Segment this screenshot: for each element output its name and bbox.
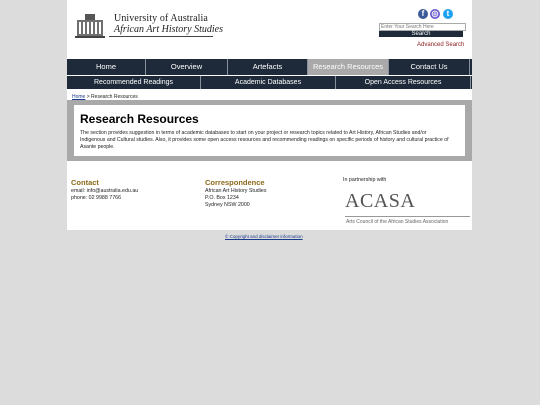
subnav-recommended-readings[interactable]: Recommended Readings (67, 76, 201, 89)
subnav-open-access-resources[interactable]: Open Access Resources (336, 76, 471, 89)
page-title: Research Resources (80, 112, 199, 126)
search-input[interactable]: Enter Your Search Here (379, 23, 466, 31)
site-logo[interactable] (75, 12, 223, 38)
logo-department-text: African Art History Studies (114, 24, 223, 35)
partner-logo-rule (345, 216, 470, 217)
main-nav (67, 59, 472, 75)
partner-logo[interactable]: ACASA (345, 190, 416, 212)
logo-underline (109, 36, 213, 37)
logo-university-text: University of Australia (114, 13, 208, 24)
copyright-link[interactable]: © Copyright and disclaimer information (225, 234, 303, 239)
partner-label: In partnership with (343, 177, 387, 183)
content-box (74, 105, 465, 156)
partner-name: Arts Council of the African Studies Association (346, 219, 449, 225)
search-button[interactable]: Search (379, 31, 463, 37)
contact-heading: Contact (71, 178, 99, 187)
nav-artefacts[interactable]: Artefacts (228, 59, 308, 75)
contact-email[interactable]: email: info@australia.edu.au (71, 188, 139, 194)
advanced-search-link[interactable]: Advanced Search (417, 42, 465, 48)
correspondence-line-3: Sydney NSW 2000 (205, 202, 250, 208)
subnav-academic-databases[interactable]: Academic Databases (201, 76, 336, 89)
breadcrumb-home-link[interactable]: Home (72, 94, 86, 100)
nav-contact-us[interactable]: Contact Us (389, 59, 470, 75)
breadcrumb-separator: > (86, 94, 90, 100)
intro-paragraph: The section provides suggestion in terms of academic databases to start on your project or research topics related to Art History, African Studies and/or Indigenous and Cultural studies. Also, it provides some open access resources and recommending readings on specific periods of history and cultural practice of Asante people. (80, 130, 449, 150)
content-area (67, 100, 472, 161)
nav-overview[interactable]: Overview (146, 59, 228, 75)
correspondence-heading: Correspondence (205, 178, 265, 187)
page-container (67, 0, 472, 230)
sub-nav (67, 76, 472, 89)
correspondence-line-2: P.O. Box 1234 (205, 195, 239, 201)
building-logo-icon (75, 12, 105, 38)
breadcrumb-current: Research Resources (91, 94, 138, 100)
twitter-icon[interactable]: t (443, 9, 453, 19)
instagram-icon[interactable]: ◎ (431, 9, 439, 18)
contact-phone: phone: 02 9988 7766 (71, 195, 122, 201)
facebook-icon[interactable]: f (418, 9, 428, 19)
nav-home[interactable]: Home (67, 59, 146, 75)
nav-research-resources[interactable]: Research Resources (308, 59, 389, 75)
correspondence-line-1: African Art History Studies (205, 188, 267, 194)
